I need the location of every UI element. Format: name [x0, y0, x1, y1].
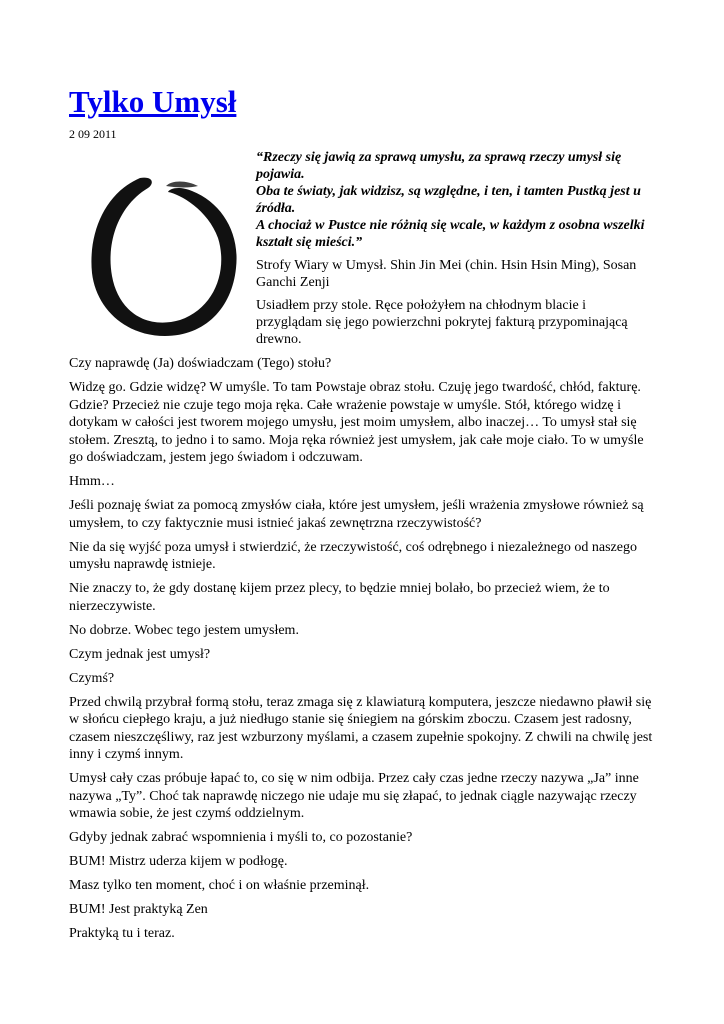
quote-source: Strofy Wiary w Umysł. Shin Jin Mei (chin. Hsin Hsin Ming), Sosan Ganchi Zenji [256, 258, 637, 290]
paragraph: BUM! Mistrz uderza kijem w podłogę. [69, 854, 288, 869]
quote-column [256, 149, 654, 354]
paragraph: Hmm… [69, 474, 115, 489]
paragraph: Czy naprawdę (Ja) doświadczam (Tego) stołu? [69, 356, 332, 371]
quote-line: Oba te światy, jak widzisz, są względne, i ten, i tamten Pustką jest u źródła. [256, 184, 641, 216]
paragraph: Czymś? [69, 670, 115, 686]
enso-brush-tail [166, 182, 198, 188]
enso-circle-image [80, 158, 250, 348]
paragraph: Gdyby jednak zabrać wspomnienia i myśli to, co pozostanie? [69, 830, 413, 845]
paragraph: Nie znaczy to, że gdy dostanę kijem przez plecy, to będzie mniej bolało, bo przecież wiem, że to nierzeczywiste. [69, 581, 610, 614]
quote-line: “Rzeczy się jawią za sprawą umysłu, za sprawą rzeczy umysł się pojawia. [256, 150, 622, 182]
intro-paragraph: Usiadłem przy stole. Ręce położyłem na chłodnym blacie i przyglądam się jego powierzchni pokrytej fakturą przypominającą drewno. [256, 298, 628, 347]
post-date: 2 09 2011 [69, 127, 117, 141]
paragraph: Umysł cały czas próbuje łapać to, co się w nim odbija. Przez cały czas jedne rzeczy nazywa „Ja” inne nazywa „Ty”. Choć tak naprawdę niczego nie udaje mu się złapać, to jednak ciągle nazywając rzeczy wmawia sobie, że jest czymś oddzielnym. [69, 771, 639, 821]
paragraph: Przed chwilą przybrał formą stołu, teraz zmaga się z klawiaturą komputera, jeszcze niedawno pławił się w słońcu ciepłego kraju, a już niedługo stanie się śniegiem na górskim zboczu. Czasem jest radosny, czasem nieszczęśliwy, raz jest wzburzony myślami, a czasem zupełnie spokojny. Z chwili na chwilę jest inny i czymś innym. [69, 694, 653, 762]
paragraph: BUM! Jest praktyką Zen [69, 902, 208, 917]
title-link[interactable]: Tylko Umysł [69, 84, 237, 119]
paragraph: No dobrze. Wobec tego jestem umysłem. [69, 622, 299, 638]
enso-brush-stroke [91, 178, 236, 336]
paragraph: Nie da się wyjść poza umysł i stwierdzić, że rzeczywistość, coś odrębnego i niezależnego od naszego umysłu naprawdę istnieje. [69, 539, 637, 572]
paragraph: Czym jednak jest umysł? [69, 646, 211, 662]
paragraph: Widzę go. Gdzie widzę? W umyśle. To tam Powstaje obraz stołu. Czuję jego twardość, chłód, fakturę. Gdzie? Przecież nie czuje tego moja ręka. Całe wrażenie powstaje w umyśle. Stół, którego widzę i dotykam w całości jest tworem mojego umysłu, jest moim umysłem, albo inaczej… To umysł stał się stołem. Zresztą, to jedno i to samo. Moja ręka również jest umysłem, jak całe moje ciało. To w umyśle go doświadczam, jestem jego świadom i odczuwam. [69, 380, 644, 465]
paragraph: Praktyką tu i teraz. [69, 926, 175, 941]
zen-quote [256, 149, 654, 251]
paragraph: Jeśli poznaję świat za pomocą zmysłów ciała, które jest umysłem, jeśli wrażenia zmysłowe również są umysłem, to czy faktycznie musi istnieć jakaś zewnętrzna rzeczywistość? [69, 498, 644, 531]
article-body [69, 355, 659, 949]
page-title [69, 84, 236, 120]
quote-line: A chociaż w Pustce nie różnią się wcale, w każdym z osobna wszelki kształt się mieści.” [256, 218, 645, 250]
paragraph: Masz tylko ten moment, choć i on właśnie przeminął. [69, 878, 370, 893]
